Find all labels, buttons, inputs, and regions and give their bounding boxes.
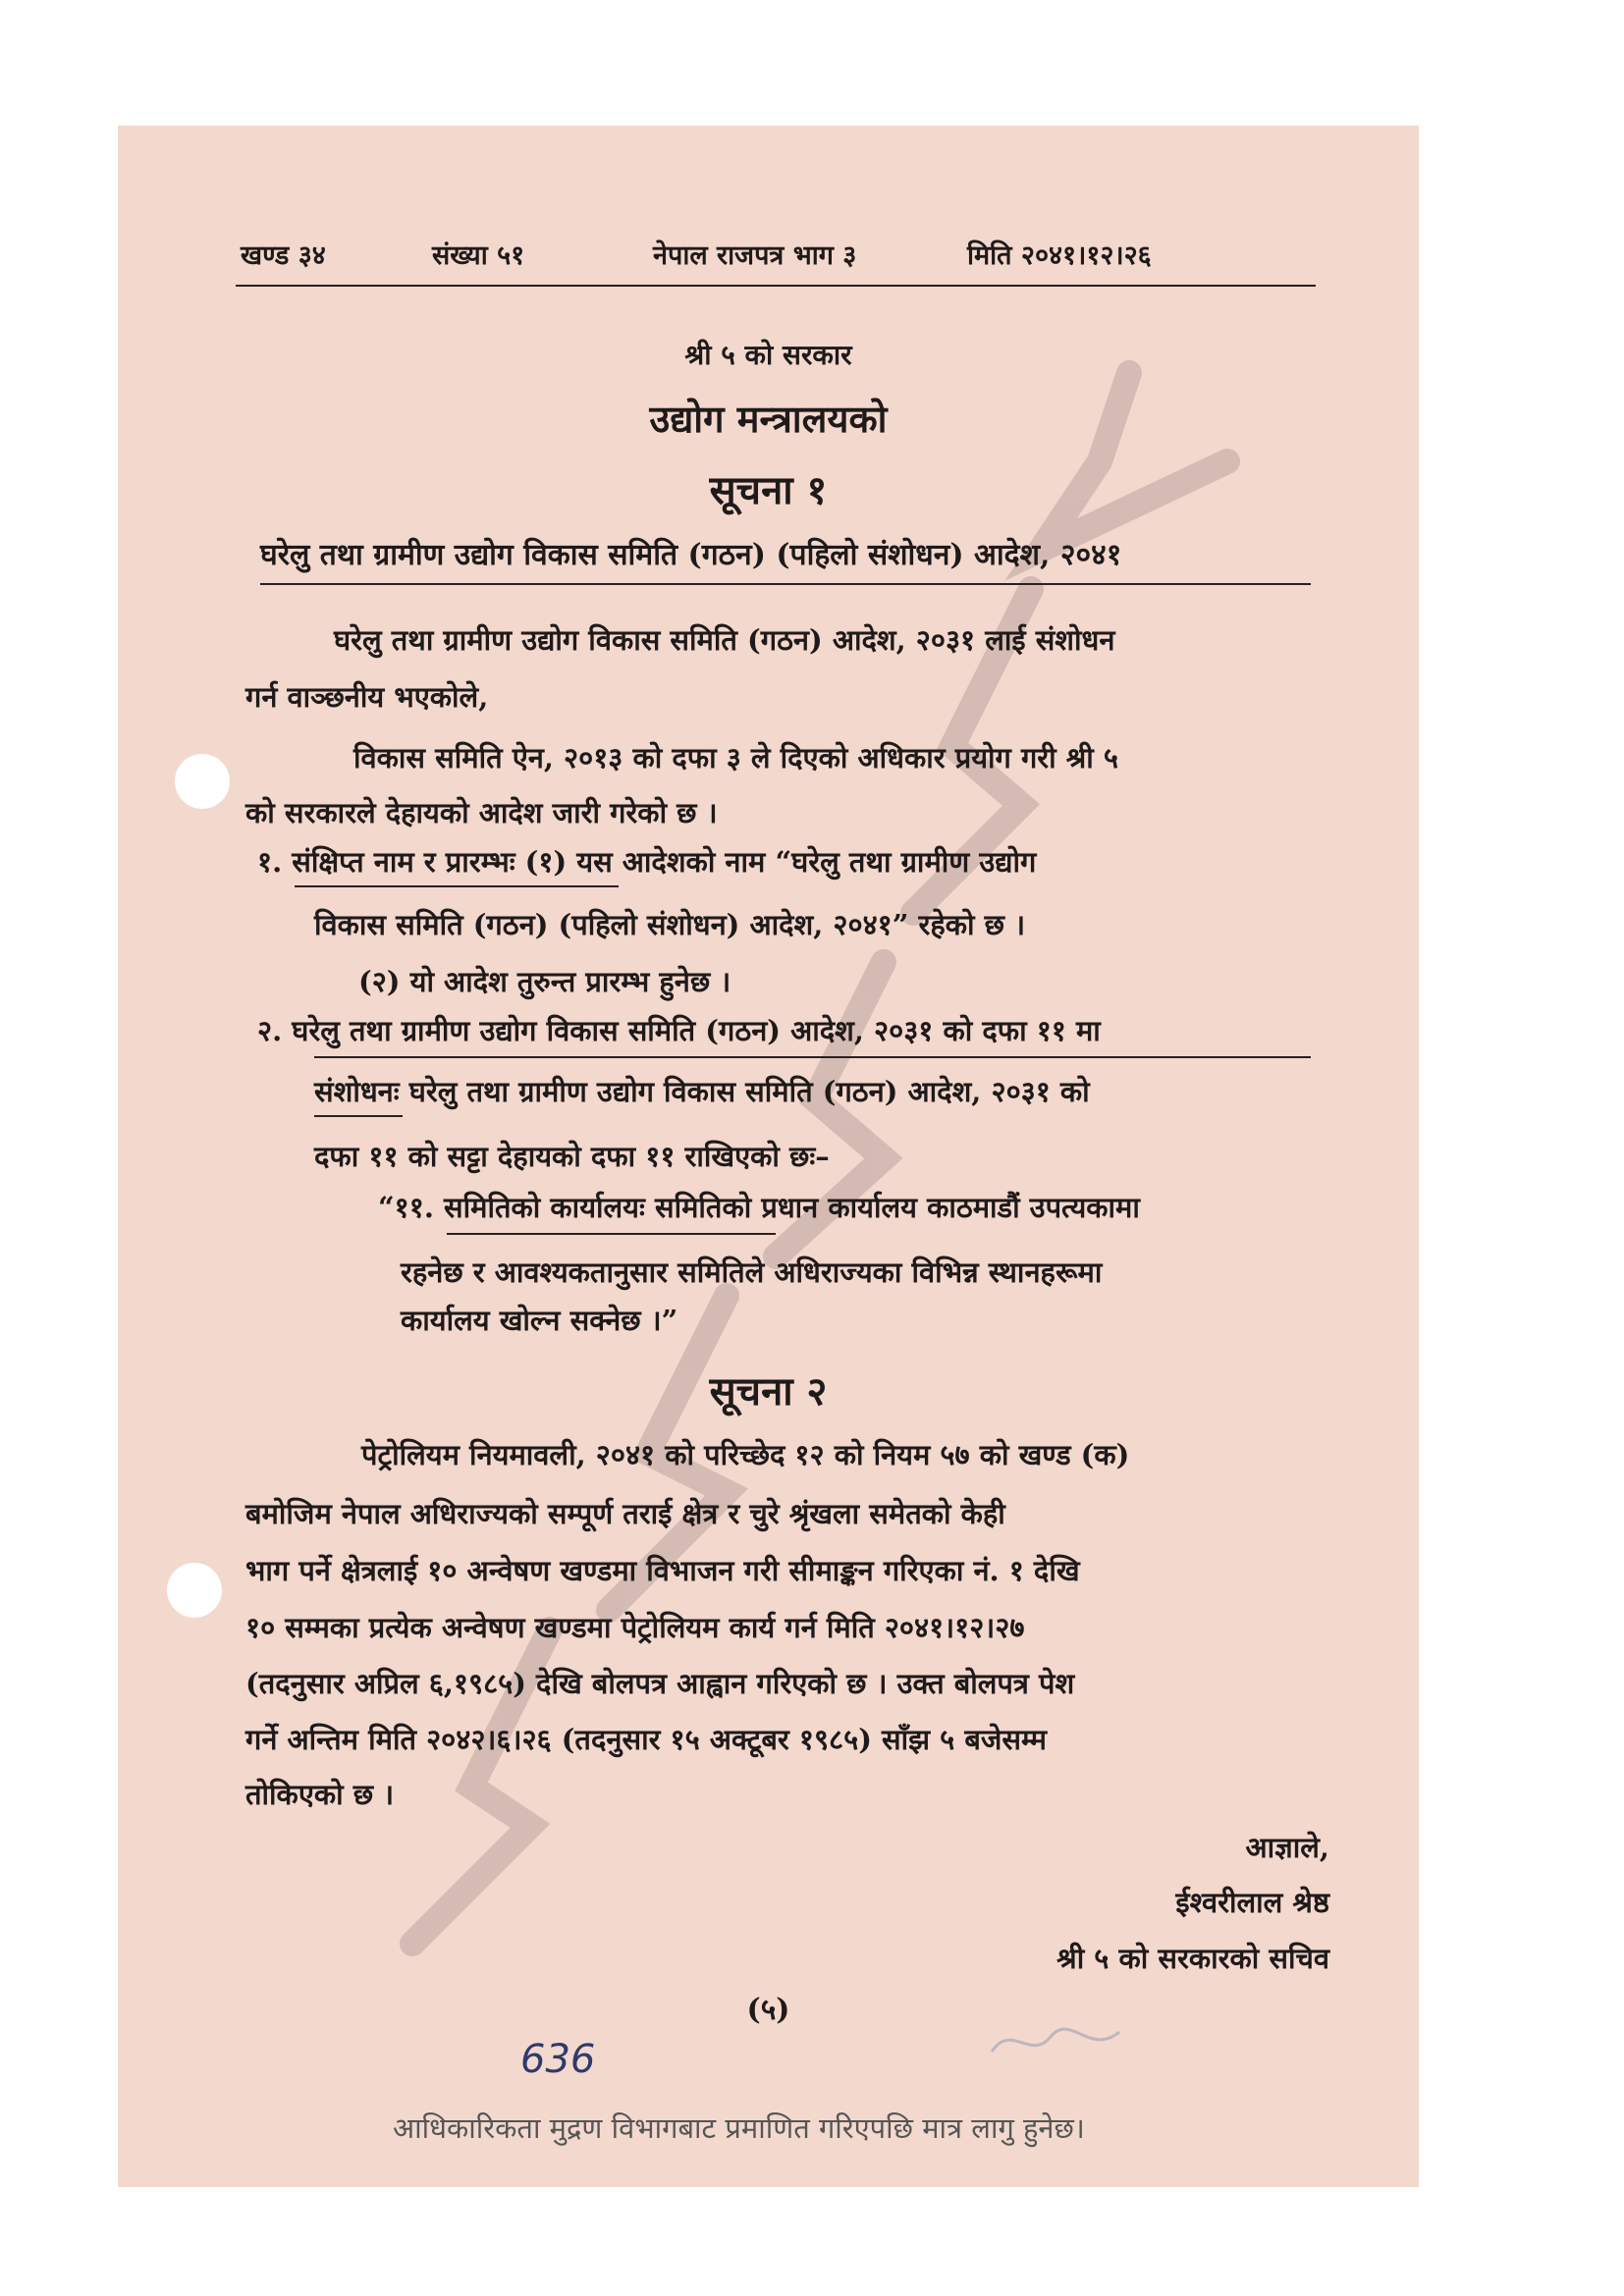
handwritten-number: 636 xyxy=(520,2037,596,2082)
section2-line5: रहनेछ र आवश्यकतानुसार समितिले अधिराज्यका विभिन्न स्थानहरूमा xyxy=(401,1255,1103,1289)
notice1-title: सूचना १ xyxy=(709,467,828,513)
section1-heading-rule xyxy=(295,885,619,887)
preamble1-line1: घरेलु तथा ग्रामीण उद्योग विकास समिति (गठन) आदेश, २०३१ लाई संशोधन xyxy=(334,623,1115,657)
punch-hole-top xyxy=(175,754,230,809)
notice2-line6: गर्ने अन्तिम मिति २०४२।६।२६ (तदनुसार १५ अक्टूबर १९८५) साँझ ५ बजेसम्म xyxy=(245,1723,1048,1756)
header-miti: मिति २०४१।१२।२६ xyxy=(967,240,1152,271)
notice2-line1: पेट्रोलियम नियमावली, २०४१ को परिच्छेद १२ को नियम ५७ को खण्ड (क) xyxy=(361,1438,1130,1471)
order-title: घरेलु तथा ग्रामीण उद्योग विकास समिति (गठन) (पहिलो संशोधन) आदेश, २०४१ xyxy=(260,538,1122,572)
section2-sub-rule xyxy=(314,1115,403,1117)
preamble1-line2: गर्न वाञ्छनीय भएकोले, xyxy=(245,680,489,714)
section2-line4: “११. समितिको कार्यालयः समितिको प्रधान कार्यालय काठमाडौं उपत्यकामा xyxy=(378,1191,1140,1224)
signature-name: ईश्वरीलाल श्रेष्ठ xyxy=(1175,1886,1329,1919)
section2-quote-rule xyxy=(447,1233,776,1235)
notice2-title: सूचना २ xyxy=(709,1368,828,1415)
header-rajpatra: नेपाल राजपत्र भाग ३ xyxy=(653,240,857,271)
notice2-line2: बमोजिम नेपाल अधिराज्यको सम्पूर्ण तराई क्षेत्र र चुरे श्रृंखला समेतको केही xyxy=(245,1497,1005,1530)
section1-line2: विकास समिति (गठन) (पहिलो संशोधन) आदेश, २०४१” रहेको छ । xyxy=(314,908,1026,941)
section2-line3: दफा ११ को सट्टा देहायको दफा ११ राखिएको छः– xyxy=(314,1140,830,1173)
government-title: श्री ५ को सरकार xyxy=(684,339,852,371)
section1-line3: (२) यो आदेश तुरुन्त प्रारम्भ हुनेछ । xyxy=(358,965,731,998)
signature-designation: श्री ५ को सरकारको सचिव xyxy=(1056,1942,1329,1975)
notice2-line3: भाग पर्ने क्षेत्रलाई १० अन्वेषण खण्डमा विभाजन गरी सीमाङ्कन गरिएका नं. १ देखि xyxy=(245,1554,1080,1587)
section1-line1: १. संक्षिप्त नाम र प्रारम्भः (१) यस आदेशको नाम “घरेलु तथा ग्रामीण उद्योग xyxy=(257,845,1037,879)
section2-line2: संशोधनः घरेलु तथा ग्रामीण उद्योग विकास समिति (गठन) आदेश, २०३१ को xyxy=(314,1075,1090,1108)
section2-line6: कार्यालय खोल्न सक्नेछ ।” xyxy=(401,1304,678,1337)
header-rule xyxy=(236,285,1316,287)
order-title-rule xyxy=(260,583,1311,585)
header-sankhya: संख्या ५१ xyxy=(432,240,525,271)
notice2-line5: (तदनुसार अप्रिल ६,१९८५) देखि बोलपत्र आह्वान गरिएको छ । उक्त बोलपत्र पेश xyxy=(245,1667,1075,1700)
notice2-line4: १० सम्मका प्रत्येक अन्वेषण खण्डमा पेट्रोलियम कार्य गर्न मिति २०४१।१२।२७ xyxy=(245,1611,1025,1644)
section2-line1: २. घरेलु तथा ग्रामीण उद्योग विकास समिति (गठन) आदेश, २०३१ को दफा ११ मा xyxy=(257,1014,1101,1047)
handwritten-initials xyxy=(982,2012,1139,2071)
footer-note: आधिकारिकता मुद्रण विभागबाट प्रमाणित गरिएपछि मात्र लागु हुनेछ। xyxy=(393,2111,1085,2145)
ministry-title: उद्योग मन्त्रालयको xyxy=(649,397,888,441)
preamble2-line1: विकास समिति ऐन, २०१३ को दफा ३ ले दिएको अधिकार प्रयोग गरी श्री ५ xyxy=(353,741,1118,774)
preamble2-line2: को सरकारले देहायको आदेश जारी गरेको छ । xyxy=(245,796,718,829)
notice2-line7: तोकिएको छ । xyxy=(245,1778,395,1811)
section2-heading-rule xyxy=(314,1056,1311,1058)
punch-hole-bottom xyxy=(167,1563,222,1618)
signature-order: आज्ञाले, xyxy=(1245,1831,1329,1864)
page-number: (५) xyxy=(746,1993,790,2027)
header-khanda: खण्ड ३४ xyxy=(241,240,326,271)
